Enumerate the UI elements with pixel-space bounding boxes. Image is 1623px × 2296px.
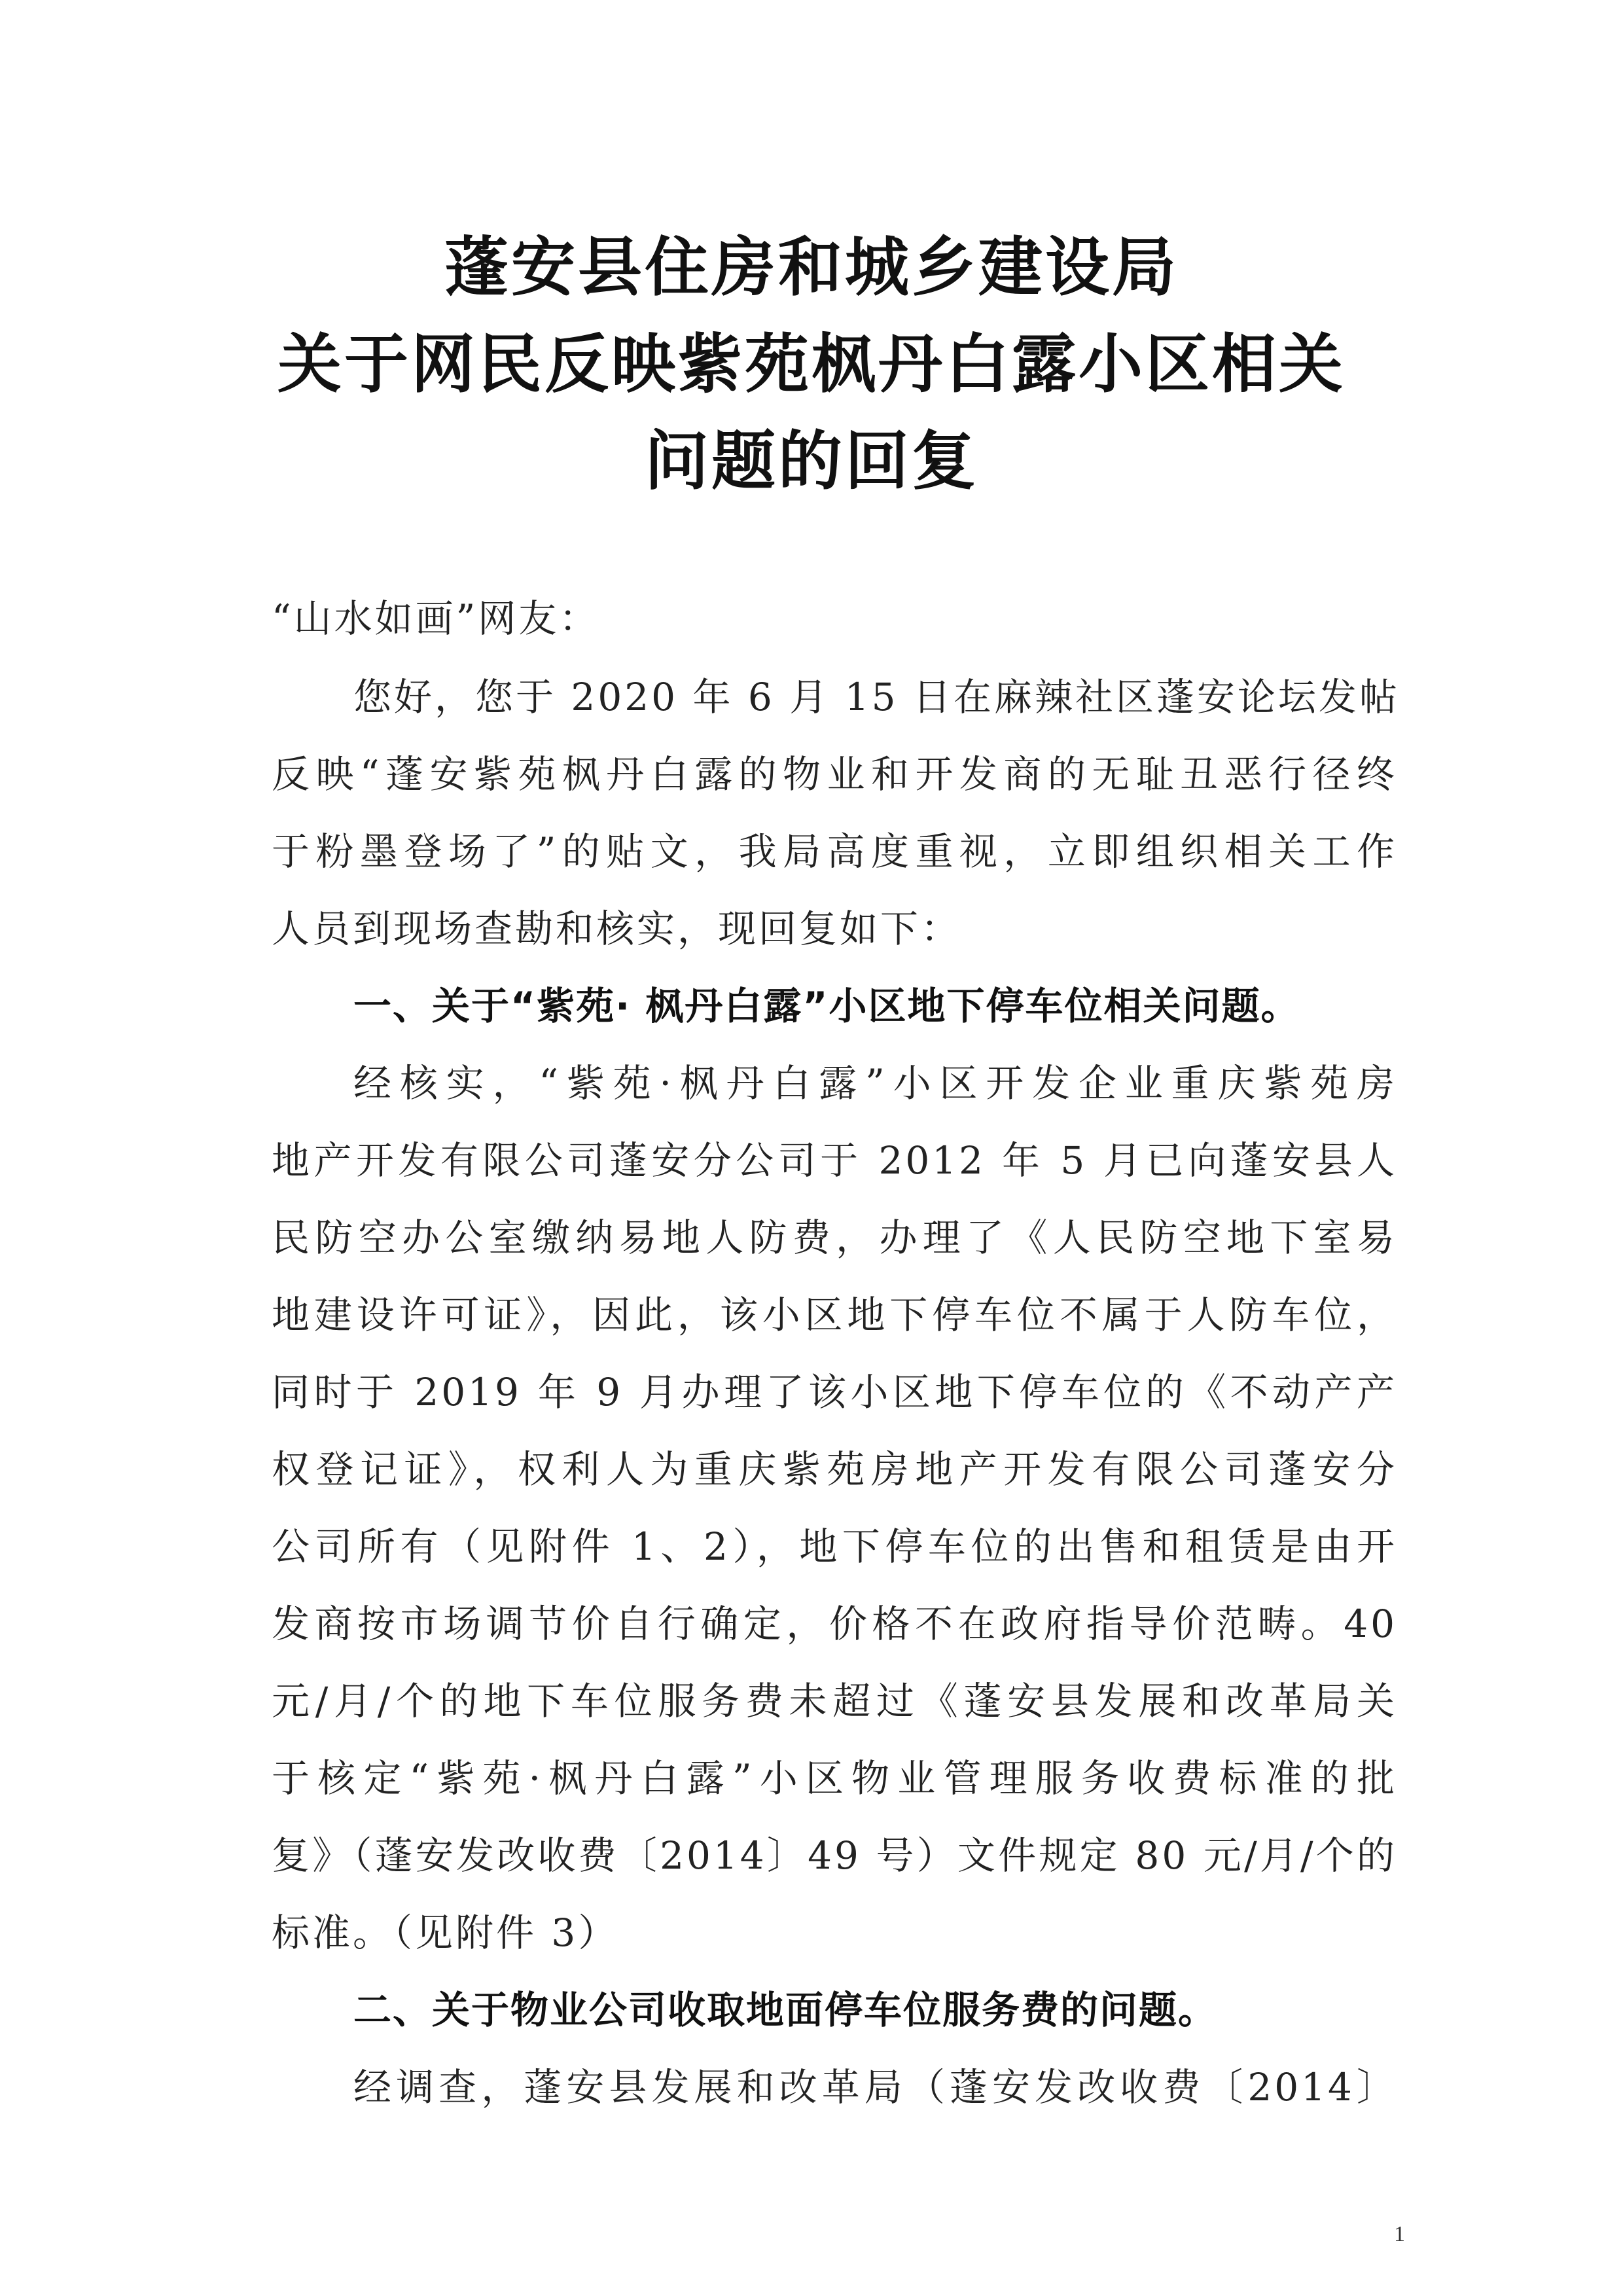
section-1-line: 民防空办公室缴纳易地人防费，办理了《人民防空地下室易 (272, 1215, 1397, 1260)
section-1-line: 发商按市场调节价自行确定，价格不在政府指导价范畴。40 (272, 1602, 1397, 1646)
section-1-line: 权登记证》，权利人为重庆紫苑房地产开发有限公司蓬安分 (272, 1447, 1397, 1492)
salutation: “山水如画”网友： (272, 596, 600, 641)
section-1-line: 元/月/个的地下车位服务费未超过《蓬安县发展和改革局关 (272, 1679, 1397, 1723)
intro-line: 于粉墨登场了”的贴文，我局高度重视，立即组织相关工作 (272, 829, 1397, 874)
section-2-heading: 二、关于物业公司收取地面停车位服务费的问题。 (353, 1988, 1218, 2032)
section-1-line: 地建设许可证》，因此，该小区地下停车位不属于人防车位， (272, 1293, 1397, 1337)
section-1-line: 于核定“紫苑·枫丹白露”小区物业管理服务收费标准的批 (272, 1756, 1397, 1801)
section-1-line: 公司所有（见附件 1、2），地下停车位的出售和租赁是由开 (272, 1524, 1397, 1569)
intro-line: 人员到现场查勘和核实，现回复如下： (272, 906, 962, 951)
section-1-line: 同时于 2019 年 9 月办理了该小区地下停车位的《不动产产 (272, 1370, 1397, 1414)
page-number: 1 (1394, 2222, 1405, 2246)
section-1-line: 经核实，“紫苑·枫丹白露”小区开发企业重庆紫苑房 (353, 1061, 1397, 1105)
section-1-heading: 一、关于“紫苑· 枫丹白露”小区地下停车位相关问题。 (353, 984, 1300, 1028)
document-title-line-3: 问题的回复 (644, 423, 978, 499)
document-title-line-1: 蓬安县住房和城乡建设局 (444, 230, 1179, 305)
section-2-line: 经调查，蓬安县发展和改革局（蓬安发改收费〔2014〕 (353, 2065, 1397, 2109)
section-1-line: 标准。（见附件 3） (272, 1910, 619, 1955)
intro-line: 反映“蓬安紫苑枫丹白露的物业和开发商的无耻丑恶行径终 (272, 752, 1397, 797)
section-1-line: 地产开发有限公司蓬安分公司于 2012 年 5 月已向蓬安县人 (272, 1138, 1397, 1183)
intro-line: 您好，您于 2020 年 6 月 15 日在麻辣社区蓬安论坛发帖 (353, 675, 1400, 719)
document-title-line-2: 关于网民反映紫苑枫丹白露小区相关 (277, 327, 1346, 402)
section-1-line: 复》（蓬安发改收费〔2014〕49 号）文件规定 80 元/月/个的 (272, 1833, 1397, 1878)
